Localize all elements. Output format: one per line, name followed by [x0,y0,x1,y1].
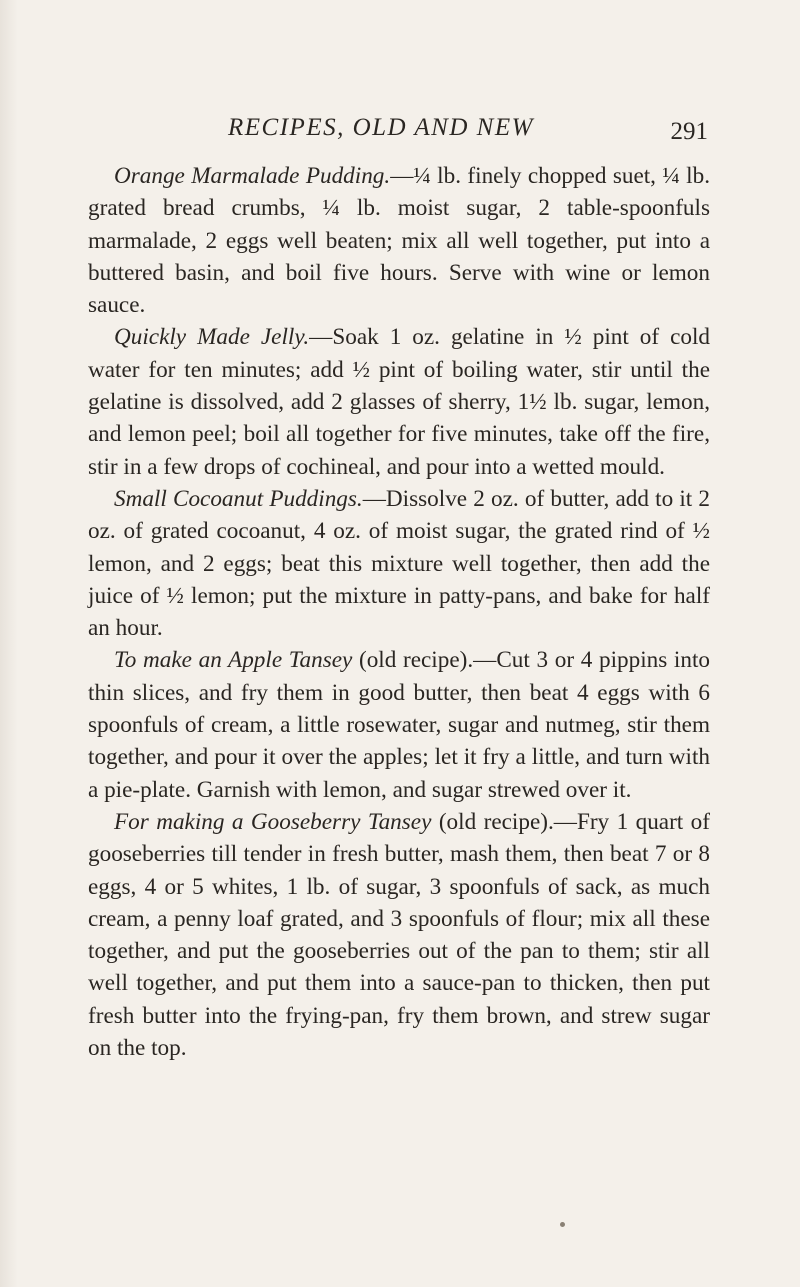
recipe-text: —Soak 1 oz. gelatine in ½ pint of cold water for ten minutes; add ½ pint of boiling water, stir until the gelatine is dissolved, add 2 glasses of sherry, 1½ lb. sugar, lemon, and lemon peel; boil all together for five minutes, take off the fire, stir in a few drops of cochineal, and pour into a wetted mould. [88,324,711,480]
recipe-paragraph [88,644,710,805]
page-body [88,160,710,1064]
recipe-paragraph [88,483,710,644]
recipe-text: —Dissolve 2 oz. of butter, add to it 2 oz. of grated cocoanut, 4 oz. of moist sugar, the grated rind of ½ lemon, and 2 eggs; beat this mixture well together, then add the juice of ½ lemon; put the mixture in patty-pans, and bake for half an hour. [88,485,710,642]
recipe-text: —¼ lb. finely chopped suet, ¼ lb. grated bread crumbs, ¼ lb. moist sugar, 2 table-spoonfuls marmalade, 2 eggs well beaten; mix all well together, put into a buttered basin, and boil five hours. Serve with wine or lemon sauce. [88,163,710,319]
recipe-title: Quickly Made Jelly. [114,324,310,351]
recipe-title: To make an Apple Tansey [114,647,353,674]
recipe-title: For making a Gooseberry Tansey [114,808,432,835]
running-head: RECIPES, OLD AND NEW [228,114,534,141]
recipe-title: Orange Marmalade Pudding. [114,163,391,189]
recipe-paragraph [88,321,710,482]
printer-dot-mark [560,1222,565,1227]
page-number: 291 [670,118,708,145]
recipe-title: Small Cocoanut Puddings. [114,485,363,512]
page-header [228,114,708,154]
recipe-paragraph [88,160,710,321]
recipe-text: (old recipe).—Fry 1 quart of gooseberries till tender in fresh butter, mash them, then beat 7 or 8 eggs, 4 or 5 whites, 1 lb. of sugar, 3 spoonfuls of sack, as much cream, a penny loaf grated, and 3 spoonfuls of flour; mix all these together, and put the gooseberries out of the pan to them; stir all well together, and put them into a sauce-pan to thicken, then put fresh butter into the frying-pan, fry them brown, and strew sugar on the top. [88,808,710,1062]
recipe-paragraph [88,806,710,1064]
recipe-text: (old recipe).—Cut 3 or 4 pippins into thin slices, and fry them in good butter, then beat 4 eggs with 6 spoonfuls of cream, a little rosewater, sugar and nutmeg, stir them together, and pour it over the apples; let it fry a little, and turn with a pie-plate. Garnish with lemon, and sugar strewed over it. [88,647,710,803]
